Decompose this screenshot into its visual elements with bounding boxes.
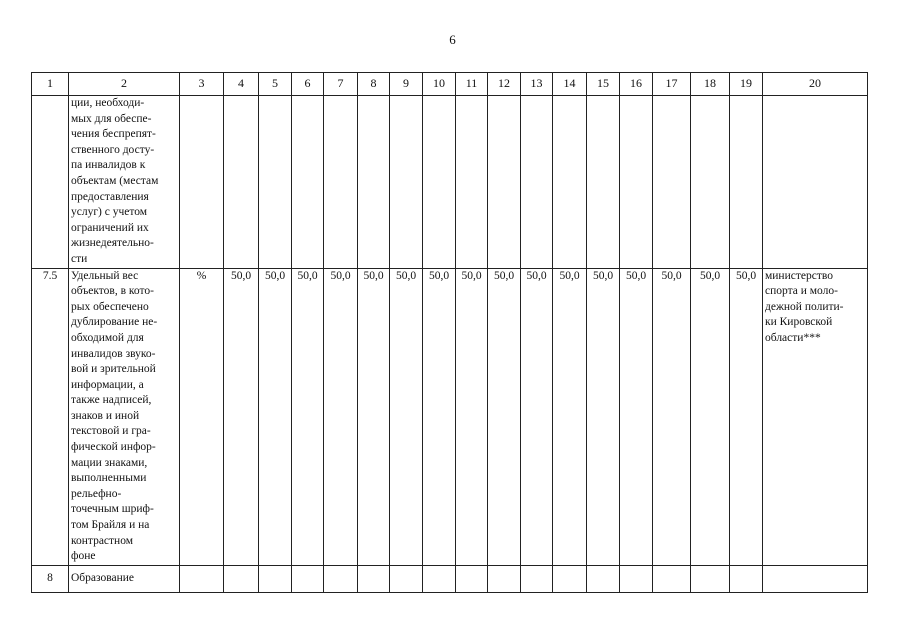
column-header: 4 (224, 73, 259, 96)
table-cell (653, 96, 691, 269)
column-header: 5 (259, 73, 292, 96)
column-header: 8 (358, 73, 390, 96)
column-header: 15 (587, 73, 620, 96)
table-cell (259, 96, 292, 269)
column-header: 9 (390, 73, 423, 96)
table-cell (691, 96, 730, 269)
value-cell: 50,0 (390, 268, 423, 565)
table-cell (259, 565, 292, 592)
table-cell (224, 96, 259, 269)
table-cell (620, 565, 653, 592)
table-cell (521, 565, 553, 592)
value-cell: 50,0 (620, 268, 653, 565)
table-cell (730, 96, 763, 269)
table-cell (180, 96, 224, 269)
table-cell (730, 565, 763, 592)
value-cell: 50,0 (224, 268, 259, 565)
row-number-cell: 7.5 (32, 268, 69, 565)
table-cell (358, 565, 390, 592)
column-header: 11 (456, 73, 488, 96)
table-cell (32, 96, 69, 269)
table-cell (324, 565, 358, 592)
value-cell: 50,0 (691, 268, 730, 565)
table-row (32, 268, 868, 565)
table-cell (390, 565, 423, 592)
value-cell: 50,0 (259, 268, 292, 565)
table-cell (521, 96, 553, 269)
column-header: 19 (730, 73, 763, 96)
value-cell: 50,0 (653, 268, 691, 565)
table-cell (292, 96, 324, 269)
column-header: 16 (620, 73, 653, 96)
table-cell (488, 96, 521, 269)
table-cell (423, 96, 456, 269)
value-cell: 50,0 (324, 268, 358, 565)
value-cell: 50,0 (488, 268, 521, 565)
row-number-cell: 8 (32, 565, 69, 592)
table-cell (390, 96, 423, 269)
column-header: 7 (324, 73, 358, 96)
column-header: 14 (553, 73, 587, 96)
column-header: 10 (423, 73, 456, 96)
page-number: 6 (449, 32, 456, 47)
indicator-name-cell: Удельный вес объектов, в кото- рых обеспечено дублирование не- обходимой для инвалидов звуко- вой и зрительной информации, а также надписей, знаков и иной текстовой и гра- фической инфор- мации знаками, выполненными рельефно- точечным шриф- том Брайля и на контрастном фоне (69, 268, 180, 565)
table-cell (691, 565, 730, 592)
table-cell (488, 565, 521, 592)
table-cell (620, 96, 653, 269)
table-cell (456, 565, 488, 592)
column-header: 12 (488, 73, 521, 96)
responsible-cell: министерство спорта и моло- дежной полити- ки Кировской области*** (763, 268, 868, 565)
value-cell: 50,0 (358, 268, 390, 565)
column-header: 20 (763, 73, 868, 96)
table-row (32, 96, 868, 269)
column-header: 17 (653, 73, 691, 96)
value-cell: 50,0 (587, 268, 620, 565)
value-cell: 50,0 (553, 268, 587, 565)
value-cell: 50,0 (292, 268, 324, 565)
column-header: 2 (69, 73, 180, 96)
column-header: 6 (292, 73, 324, 96)
table-cell (653, 565, 691, 592)
table-cell (224, 565, 259, 592)
value-cell: 50,0 (423, 268, 456, 565)
table-cell (763, 565, 868, 592)
column-header: 3 (180, 73, 224, 96)
value-cell: 50,0 (730, 268, 763, 565)
indicator-name-cell: ции, необходи- мых для обеспе- чения беспрепят- ственного досту- па инвалидов к объектам (местам предоставления услуг) с учетом ограничений их жизнедеятельно- сти (69, 96, 180, 269)
table-cell (553, 96, 587, 269)
section-title-cell: Образование (69, 565, 180, 592)
column-number-row (32, 73, 868, 96)
table-cell (423, 565, 456, 592)
table-row (32, 565, 868, 592)
table-cell (553, 565, 587, 592)
table-cell (456, 96, 488, 269)
value-cell: 50,0 (456, 268, 488, 565)
table-cell (587, 565, 620, 592)
table-cell (292, 565, 324, 592)
column-header: 18 (691, 73, 730, 96)
column-header: 13 (521, 73, 553, 96)
table-cell (324, 96, 358, 269)
table-cell (587, 96, 620, 269)
value-cell: 50,0 (521, 268, 553, 565)
table-cell (180, 565, 224, 592)
indicators-table (31, 72, 868, 593)
column-header: 1 (32, 73, 69, 96)
table-cell (358, 96, 390, 269)
table-cell (763, 96, 868, 269)
unit-cell: % (180, 268, 224, 565)
